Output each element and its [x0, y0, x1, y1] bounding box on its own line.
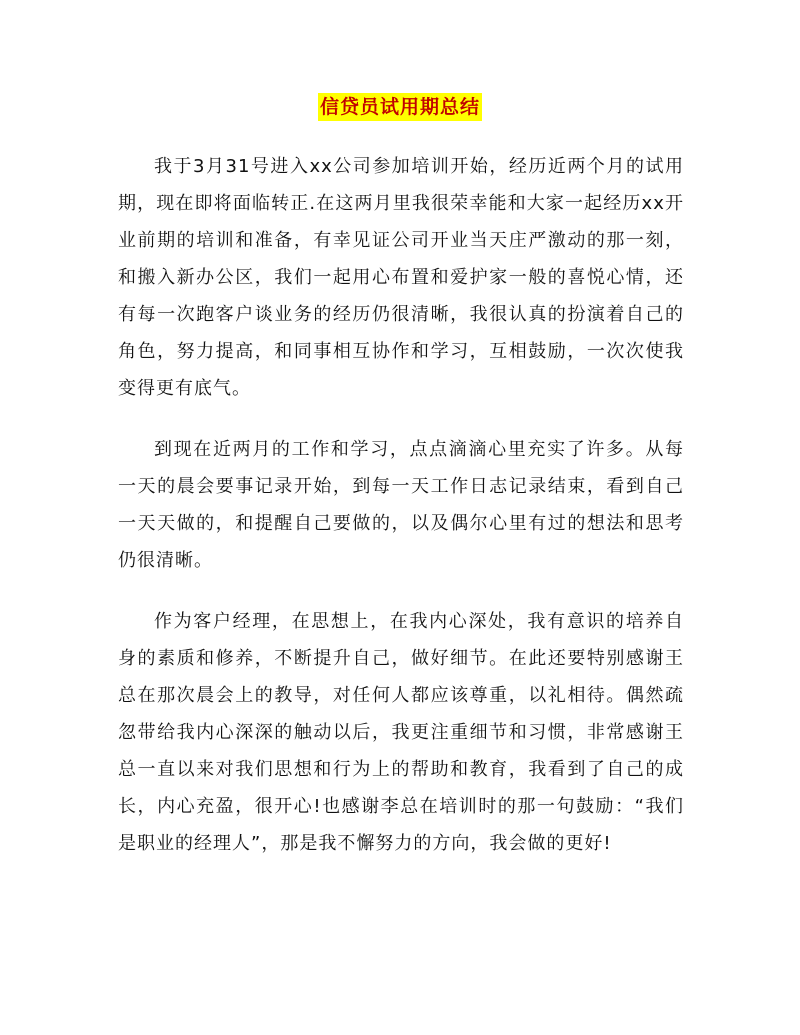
paragraph-1: 我于3月31号进入xx公司参加培训开始，经历近两个月的试用期，现在即将面临转正.在这两月里我很荣幸能和大家一起经历xx开业前期的培训和准备，有幸见证公司开业当天庄严激动的那一刻，和搬入新办公区，我们一起用心布置和爱护家一般的喜悦心情，还有每一次跑客户谈业务的经历仍很清晰，我很认真的扮演着自己的角色，努力提高，和同事相互协作和学习，互相鼓励，一次次使我变得更有底气。 — [118, 156, 684, 399]
paragraph-2: 到现在近两月的工作和学习，点点滴滴心里充实了许多。从每一天的晨会要事记录开始，到每一天工作日志记录结束，看到自己一天天做的，和提醒自己要做的，以及偶尔心里有过的想法和思考仍很清晰。 — [118, 439, 684, 571]
title-container — [0, 93, 800, 121]
paragraph-3: 作为客户经理，在思想上，在我内心深处，我有意识的培养自身的素质和修养，不断提升自己，做好细节。在此还要特别感谢王总在那次晨会上的教导，对任何人都应该尊重，以礼相待。偶然疏忽带给我内心深深的触动以后，我更注重细节和习惯，非常感谢王总一直以来对我们思想和行为上的帮助和教育，我看到了自己的成长，内心充盈，很开心!也感谢李总在培训时的那一句鼓励：“我们是职业的经理人”，那是我不懈努力的方向，我会做的更好! — [118, 611, 684, 854]
document-body — [118, 148, 684, 886]
document-title: 信贷员试用期总结 — [318, 93, 482, 121]
